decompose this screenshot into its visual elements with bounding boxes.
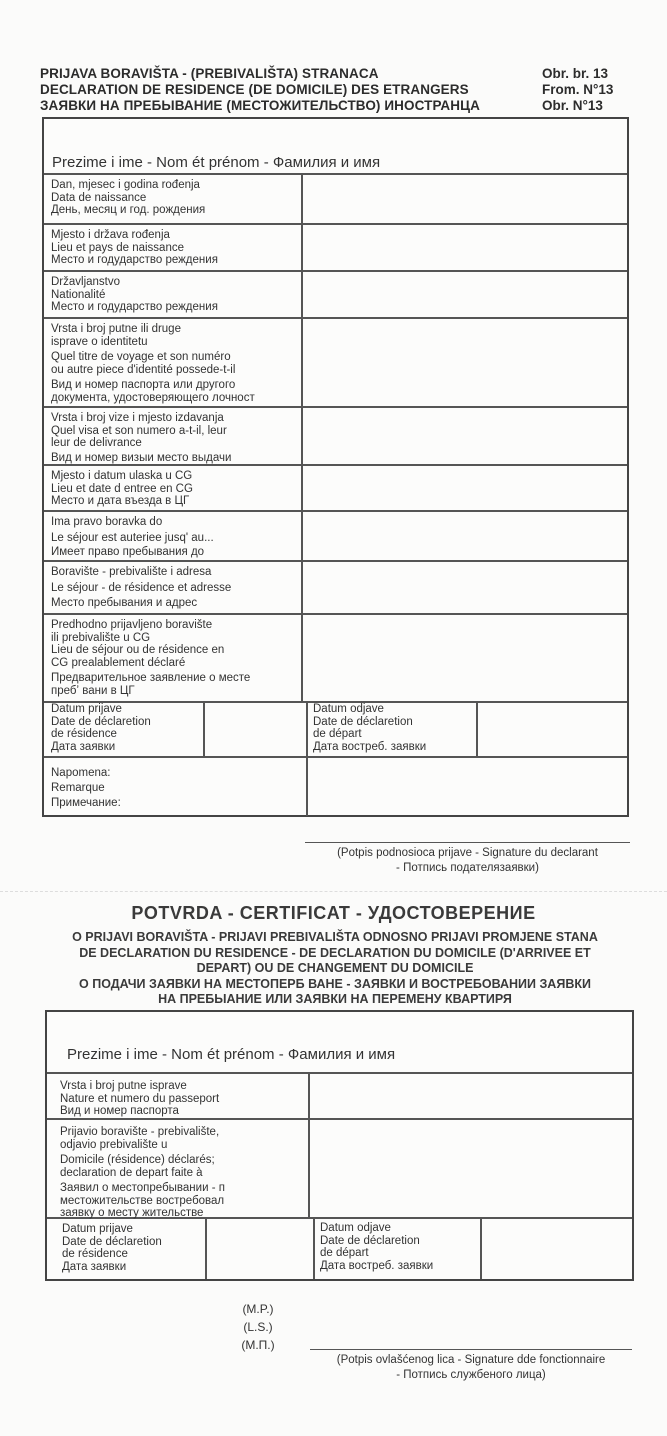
previous-residence-input[interactable] <box>303 615 627 701</box>
certificate-title: POTVRDA - CERTIFICAT - УДОСТОВЕРЕНИЕ <box>131 903 536 923</box>
travel-document-input[interactable] <box>303 319 627 406</box>
cert-name-field-input[interactable] <box>367 1040 632 1070</box>
departure-date-label: Datum odjave Date de déclaretion de départ Дата востреб. заявки <box>313 703 427 753</box>
entry-date-label: Mjesto i datum ulaska u CG Lieu et date d entree en CG Место и дата въезда в ЦГ <box>51 470 193 507</box>
declarant-signature-caption: (Potpis podnosioca prijave - Signature du declarant - Потпись подателязаявки) <box>337 847 598 874</box>
header-line-2: DECLARATION DE RESIDENCE (DE DOMICILE) DES ETRANGERS <box>40 82 469 97</box>
stamp-placeholder: (M.P.) (L.S.) (M.П.) <box>241 1302 275 1352</box>
header-line-3: ЗАЯВКИ НА ПРЕБЫВАНИЕ (МЕСТОЖИТЕЛЬСТВО) ИНОСТРАНЦА <box>40 98 480 113</box>
form-number <box>542 66 613 114</box>
travel-document-label: Vrsta i broj putne ili druge isprave o identitetu Quel titre de voyage et son numéro ou autre piece d'identité possede-t-il Вид и номер паспорта или другого документа, удостоверяющего лочност <box>51 323 255 404</box>
birth-date-input[interactable] <box>303 175 627 223</box>
birth-date-label: Dan, mjesec i godina rođenja Data de naissance День, месяц и год. рождения <box>51 179 206 216</box>
declaration-date-label: Datum prijave Date de déclaretion de résidence Дата заявки <box>51 703 151 753</box>
remarks-label: Napomena: Remarque Примечание: <box>51 767 121 809</box>
certificate-subtitle: O PRIJAVI BORAVIŠTA - PRIJAVI PREBIVALIŠTA ODNOSNO PRIJAVI PROMJENE STANA DE DECLARATION DU RESIDENCE - DE DECLARATION DU DOMICILE (D'ARRIVEE ET DEPART) OU DE CHANGEMENT DU DOMICILE О ПОДАЧИ ЗАЯВКИ НА МЕСТОПЕРБ ВАНЕ - ЗАЯВКИ И ВОСТРЕБОВАНИИ ЗАЯВКИ НА ПРЕБЫАНИЕ ИЛИ ЗАЯВКИ НА ПЕРЕМЕНУ КВАРТИРЯ <box>72 930 598 1006</box>
cert-residence-label: Prijavio boravište - prebivalište, odjavio prebivalište u Domicile (résidence) déclarés; declaration de depart faite à Заявил о местопребывании - п местожительстве востребовал заявку о месту жительстве <box>60 1126 225 1219</box>
stay-until-input[interactable] <box>303 512 627 560</box>
cert-passport-input[interactable] <box>310 1074 632 1118</box>
form-number-3: Obr. N°13 <box>542 98 603 113</box>
header-line-1: PRIJAVA BORAVIŠTA - (PREBIVALIŠTA) STRANACA <box>40 66 379 81</box>
official-signature-caption: (Potpis ovlašćenog lica - Signature dde fonctionnaire - Потпись службеного лица) <box>336 1354 606 1381</box>
nationality-input[interactable] <box>303 272 627 317</box>
cert-departure-date-label: Datum odjave Date de déclaretion de départ Дата востреб. заявки <box>320 1222 434 1272</box>
nationality-label: Državljanstvo Nationalité Место и годударство реждения <box>51 276 218 313</box>
fold-line <box>0 891 667 892</box>
form-number-2: From. N°13 <box>542 82 614 97</box>
form-number-1: Obr. br. 13 <box>542 66 609 81</box>
remarks-input[interactable] <box>308 758 627 815</box>
visa-input[interactable] <box>303 408 627 464</box>
certificate-form-table <box>45 1010 634 1281</box>
declaration-form-table <box>42 117 629 817</box>
name-field-input[interactable] <box>344 149 626 173</box>
departure-date-input[interactable] <box>478 703 627 756</box>
cert-passport-label: Vrsta i broj putne isprave Nature et numero du passeport Вид и номер паспорта <box>60 1080 220 1117</box>
residence-address-label: Boravište - prebivalište i adresa Le séjour - de résidence et adresse Место пребывания и адрес <box>51 566 232 609</box>
birth-place-input[interactable] <box>303 225 627 270</box>
form-header-title <box>40 66 480 114</box>
cert-declaration-date-label: Datum prijave Date de déclaretion de résidence Дата заявки <box>62 1223 162 1273</box>
residence-address-input[interactable] <box>303 562 627 613</box>
declaration-date-input[interactable] <box>205 703 306 756</box>
entry-date-input[interactable] <box>303 466 627 510</box>
cert-departure-date-input[interactable] <box>482 1219 632 1279</box>
cert-name-field-label: Prezime i ime - Nom ét prénom - Фамилия и имя <box>67 1046 396 1063</box>
birth-place-label: Mjesto i država rođenja Lieu et pays de naissance Место и годударство реждения <box>51 229 218 266</box>
cert-declaration-date-input[interactable] <box>207 1219 313 1279</box>
cert-residence-input[interactable] <box>310 1120 632 1217</box>
previous-residence-label: Predhodno prijavljeno boravište ili prebivalište u CG Lieu de séjour ou de résidence en CG prealablement déclaré Предварительное заявление о месте пребʼ вани в ЦГ <box>51 619 251 697</box>
visa-label: Vrsta i broj vize i mjesto izdavanja Quel visa et son numero a-t-il, leur leur de delivrance Вид и номер визыи место выдачи <box>51 412 232 464</box>
name-field-label: Prezime i ime - Nom ét prénom - Фамилия и имя <box>52 154 381 171</box>
official-signature-line[interactable] <box>310 1349 632 1350</box>
declarant-signature-line[interactable] <box>305 842 630 843</box>
stay-until-label: Ima pravo boravka do Le séjour est auteriee jusq' au... Имеет право пребывания до <box>51 516 214 558</box>
